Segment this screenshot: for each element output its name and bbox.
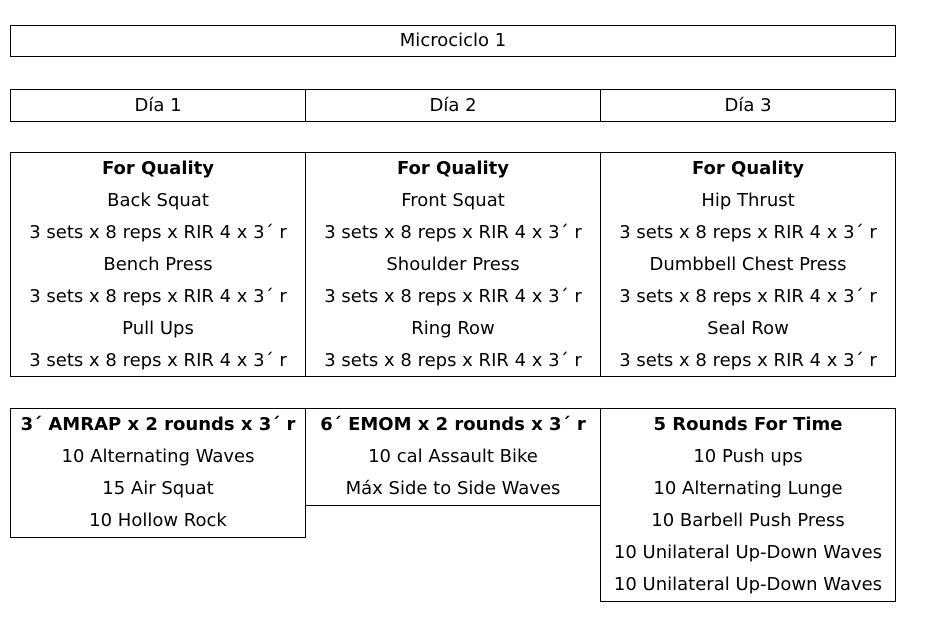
day-1-header: Día 1 bbox=[134, 95, 182, 116]
exercise-prescription: 3 sets x 8 reps x RIR 4 x 3´ r bbox=[324, 286, 582, 307]
workout-item: 15 Air Squat bbox=[102, 478, 214, 499]
microcycle-title: Microciclo 1 bbox=[10, 25, 896, 57]
exercise-name: Seal Row bbox=[707, 318, 789, 339]
exercise-prescription: 3 sets x 8 reps x RIR 4 x 3´ r bbox=[619, 286, 877, 307]
exercise-prescription: 3 sets x 8 reps x RIR 4 x 3´ r bbox=[324, 222, 582, 243]
exercise-prescription: 3 sets x 8 reps x RIR 4 x 3´ r bbox=[29, 222, 287, 243]
workout-header: 3´ AMRAP x 2 rounds x 3´ r bbox=[20, 414, 296, 435]
exercise-prescription: 3 sets x 8 reps x RIR 4 x 3´ r bbox=[29, 286, 287, 307]
workout-item: 10 Unilateral Up-Down Waves bbox=[613, 574, 883, 595]
day-3-header: Día 3 bbox=[600, 90, 895, 121]
quality-header: For Quality bbox=[691, 158, 805, 179]
quality-header: For Quality bbox=[396, 158, 510, 179]
exercise-prescription: 3 sets x 8 reps x RIR 4 x 3´ r bbox=[29, 350, 287, 371]
exercise-prescription: 3 sets x 8 reps x RIR 4 x 3´ r bbox=[619, 350, 877, 371]
day-1-quality-block bbox=[10, 152, 306, 377]
day-3-workout-block bbox=[600, 408, 896, 602]
exercise-name: Back Squat bbox=[107, 190, 209, 211]
day-2-workout-block bbox=[305, 408, 601, 506]
days-header-row bbox=[10, 89, 896, 122]
workout-header: 5 Rounds For Time bbox=[653, 414, 843, 435]
exercise-name: Hip Thrust bbox=[701, 190, 795, 211]
exercise-name: Front Squat bbox=[401, 190, 505, 211]
workout-item: 10 Hollow Rock bbox=[89, 510, 227, 531]
day-2-header: Día 2 bbox=[305, 90, 600, 121]
day-2-quality-block bbox=[305, 152, 601, 377]
workout-header: 6´ EMOM x 2 rounds x 3´ r bbox=[320, 414, 586, 435]
workout-item: 10 cal Assault Bike bbox=[368, 446, 538, 467]
workout-item: 10 Alternating Waves bbox=[61, 446, 255, 467]
workout-item: Máx Side to Side Waves bbox=[345, 478, 561, 499]
day-3-quality-block bbox=[600, 152, 896, 377]
workout-item: 10 Unilateral Up-Down Waves bbox=[613, 542, 883, 563]
quality-header: For Quality bbox=[101, 158, 215, 179]
exercise-name: Ring Row bbox=[411, 318, 495, 339]
exercise-name: Shoulder Press bbox=[386, 254, 520, 275]
exercise-prescription: 3 sets x 8 reps x RIR 4 x 3´ r bbox=[324, 350, 582, 371]
exercise-name: Pull Ups bbox=[122, 318, 194, 339]
exercise-name: Bench Press bbox=[103, 254, 213, 275]
day-1-workout-block bbox=[10, 408, 306, 538]
workout-item: 10 Push ups bbox=[693, 446, 803, 467]
workout-item: 10 Barbell Push Press bbox=[651, 510, 845, 531]
exercise-prescription: 3 sets x 8 reps x RIR 4 x 3´ r bbox=[619, 222, 877, 243]
exercise-name: Dumbbell Chest Press bbox=[649, 254, 847, 275]
workout-item: 10 Alternating Lunge bbox=[653, 478, 843, 499]
